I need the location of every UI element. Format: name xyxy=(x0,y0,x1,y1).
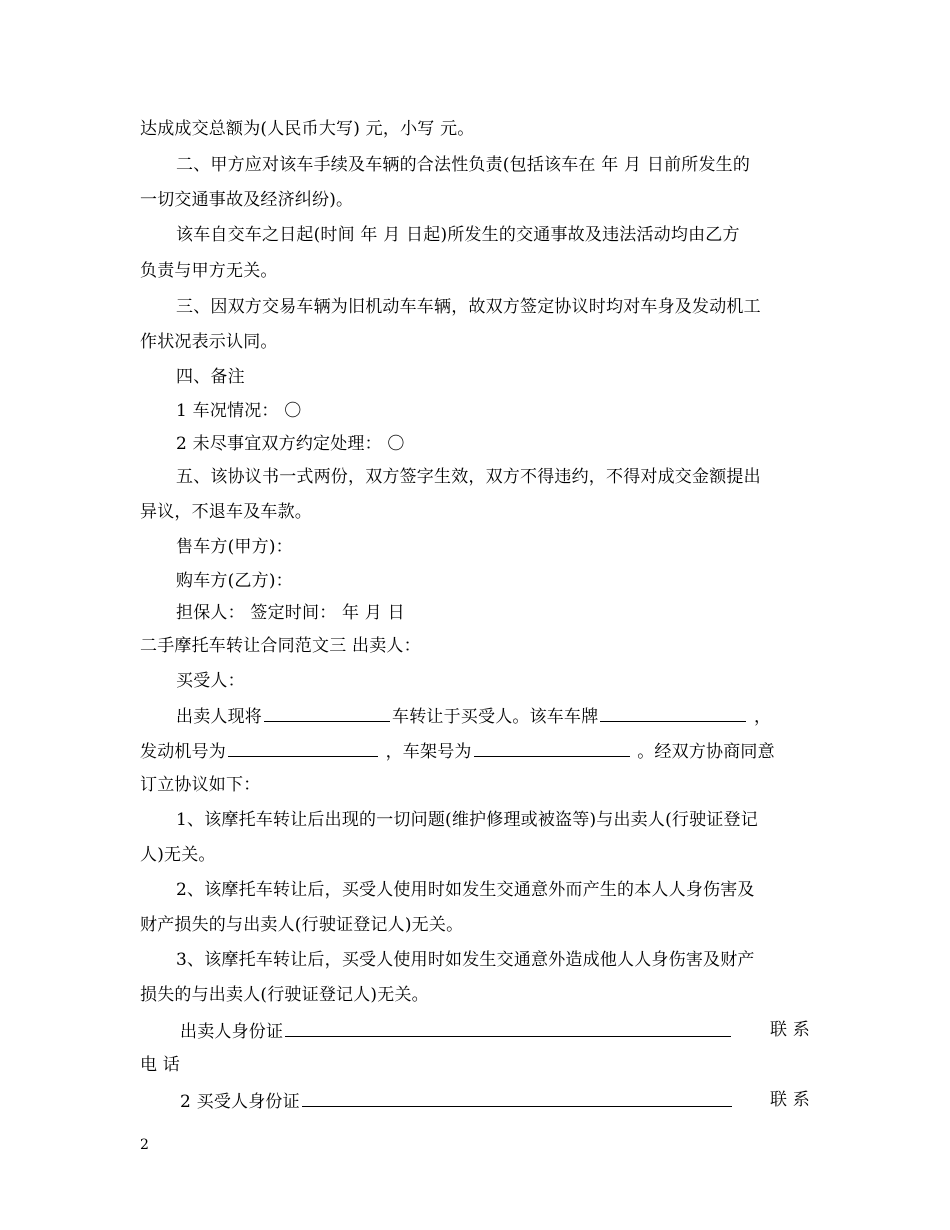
text-span: 发动机号为 xyxy=(140,742,226,762)
text-line-blanks xyxy=(140,738,810,764)
text-line: 作状况表示认同。 xyxy=(140,332,278,352)
text-span: 联 系 xyxy=(769,1020,810,1040)
signature-line-buyer: 购车方(乙方)： xyxy=(176,571,293,591)
text-line: 五、该协议书一式两份，双方签字生效，双方不得违约，不得对成交金额提出 xyxy=(176,467,761,487)
text-span: 出卖人现将 xyxy=(176,707,262,727)
fill-blank xyxy=(600,703,746,722)
text-line: 该车自交车之日起(时间 年 月 日起)所发生的交通事故及违法活动均由乙方 xyxy=(176,225,740,245)
text-line: 电 话 xyxy=(140,1055,181,1075)
signature-line-guarantor: 担保人： 签定时间： 年 月 日 xyxy=(176,603,405,623)
fill-blank xyxy=(285,1018,731,1037)
text-line: 一切交通事故及经济纠纷)。 xyxy=(140,190,354,210)
text-span: 联 系 xyxy=(769,1090,810,1110)
text-line: 人)无关。 xyxy=(140,845,216,865)
section-heading: 四、备注 xyxy=(176,367,245,387)
section-title: 二手摩托车转让合同范文三 出卖人： xyxy=(140,636,421,656)
text-span: 。经双方协商同意 xyxy=(637,742,775,762)
buyer-id-line xyxy=(180,1088,810,1114)
text-line: 三、因双方交易车辆为旧机动车车辆，故双方签定协议时均对车身及发动机工 xyxy=(176,297,761,317)
text-span: 车转让于买受人。该车车牌 xyxy=(392,707,599,727)
page-number: 2 xyxy=(140,1137,149,1153)
text-line: 二、甲方应对该车手续及车辆的合法性负责(包括该车在 年 月 日前所发生的 xyxy=(176,155,751,175)
text-line: 财产损失的与出卖人(行驶证登记人)无关。 xyxy=(140,915,464,935)
text-line: 2 未尽事宜双方约定处理： 〇 xyxy=(176,434,405,454)
text-line: 订立协议如下： xyxy=(140,775,261,795)
text-line: 1 车况情况： 〇 xyxy=(176,401,302,421)
signature-line-seller: 售车方(甲方)： xyxy=(176,537,293,557)
text-line: 损失的与出卖人(行驶证登记人)无关。 xyxy=(140,985,429,1005)
text-span: ，车架号为 xyxy=(385,742,472,762)
text-line: 负责与甲方无关。 xyxy=(140,261,278,281)
clause-1: 1、该摩托车转让后出现的一切问题(维护修理或被盗等)与出卖人(行驶证登记 xyxy=(176,810,758,830)
seller-id-line xyxy=(180,1018,810,1044)
clause-3: 3、该摩托车转让后，买受人使用时如发生交通意外造成他人人身伤害及财产 xyxy=(176,950,755,970)
fill-blank xyxy=(228,738,378,757)
text-span: ， xyxy=(754,707,772,727)
text-line: 异议，不退车及车款。 xyxy=(140,502,312,522)
fill-blank xyxy=(264,703,390,722)
text-span: 出卖人身份证 xyxy=(180,1018,733,1044)
text-line: 买受人： xyxy=(176,671,245,691)
text-line-blanks xyxy=(176,703,810,729)
fill-blank xyxy=(302,1088,732,1107)
clause-2: 2、该摩托车转让后，买受人使用时如发生交通意外而产生的本人人身伤害及 xyxy=(176,880,755,900)
fill-blank xyxy=(474,738,630,757)
text-span: 2 买受人身份证 xyxy=(180,1088,734,1114)
text-line: 达成成交总额为(人民币大写) 元，小写 元。 xyxy=(140,119,475,139)
